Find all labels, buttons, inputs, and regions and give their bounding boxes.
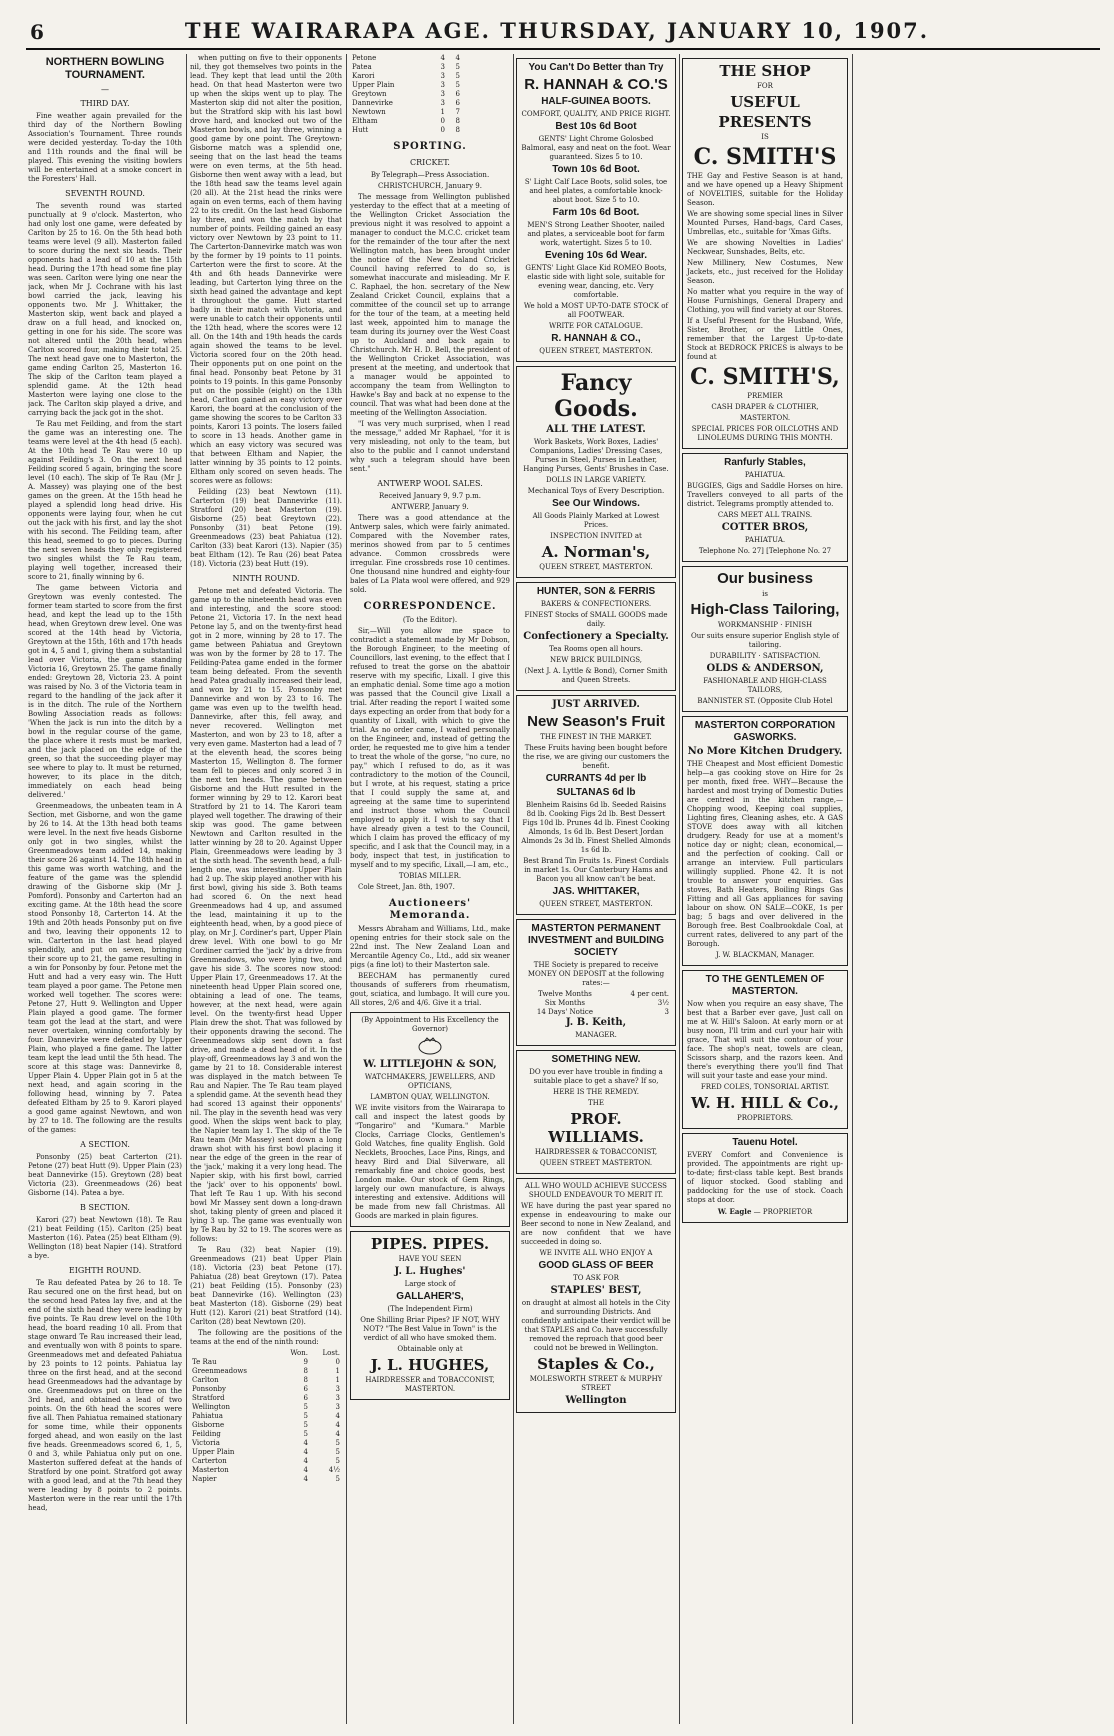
- results: Feilding (23) beat Newtown (11). Carterton (19) beat Dannevirke (11). Stratford (20) beat Masterton (19). Gisborne (25) beat Greytown (22). Ponsonby (31) beat Petone (19). Greenmeadows (23) beat Pahiatua (12). Carlton (33) beat Karori (13). Napier (35) beat Eltham (12). Te Rau (26) beat Patea (18). Victoria (23) beat Hutt (19).: [190, 488, 342, 568]
- paragraph: The seventh round was started punctually at 9 o'clock. Masterton, who had only lost one game, were defeated by Carlton by 25 to 16. On the 5th head both teams were level (9 all). Masterton failed to score during the next six heads. Their opponents had a lead of 10 at the 15th head. During the 17th head some fine play was seen. Carlton were lying one near the jack, when Mr J. Cochrane with his last bowl carried the jack, leaving his opponents two. Mr J. Whittaker, the Masterton skip, went back and played a draw on a full head, and knocked on, getting in one for his side. The score was not altered until the 20th head, when Carlton scored four, making their total 25. The next head gave one to Masterton, the game ending Carlton 25, Masterton 16. The skip of the Carlton team played a splendid game. At the 12th head Masterton were laying one close to the jack. The Carlton skip played a drive, and carrying back the jack got in the shot.: [28, 202, 182, 417]
- table-row: Six Months 3½: [544, 999, 669, 1007]
- table-row: 14 Days' Notice 3: [536, 1008, 669, 1016]
- signature: TOBIAS MILLER.: [398, 872, 462, 880]
- subheading: ANTWERP WOOL SALES.: [377, 479, 483, 488]
- hannah-ad: You Can't Do Better than Try R. HANNAH & CO.'S HALF-GUINEA BOOTS. COMFORT, QUALITY, AND PRICE RIGHT. Best 10s 6d Boot GENTS' Light Chrome Golosbed Balmoral, easy and neat on the foot. Wear guaranteed. Sizes 5 to 10. Town 10s 6d Boot. S' Light Calf Lace Boots, solid soles, toe and heel plates, a comfortable knock-about boot. Size 5 to 10. Farm 10s 6d Boot. MEN'S Strong Leather Shooter, nailed and plates, a serviceable boot for farm work, watertight. Sizes 5 to 10. Evening 10s 6d Wear. GENTS' Light Glace Kid ROMEO Boots, elastic side with light sole, suitable for evening wear, dancing, etc. Very comfortable. We hold a MOST UP-TO-DATE STOCK of all FOOTWEAR. WRITE FOR CATALOGUE. R. HANNAH & CO., QUEEN STREET, MASTERTON.: [516, 58, 676, 362]
- column-bowling-continued: [190, 54, 342, 1724]
- table-row: Hutt 0 8: [352, 126, 460, 134]
- results: Te Rau (32) beat Napier (19). Greenmeadows (21) beat Upper Plain (18). Victoria (23) beat Petone (17). Pahiatua (28) beat Greytown (17). Patea (21) beat Feilding (15). Ponsonby (23) beat Dannevirke (16). Wellington (23) beat Masterton (18). Gisborne (29) beat Hutt (12). Karori (21) beat Stratford (14). Carlton (28) beat Newtown (20).: [190, 1246, 342, 1326]
- column-rule: [513, 54, 514, 1724]
- table-row: Dannevirke 3 6: [352, 99, 460, 107]
- rates-table: [521, 990, 671, 1017]
- table-row: Eltham 0 8: [352, 117, 460, 125]
- subheading: (To the Editor).: [402, 616, 458, 624]
- smith-ad: THE SHOP FOR USEFUL PRESENTS IS C. SMITH'S THE Gay and Festive Season is at hand, and we have opened up a Heavy Shipment of NOVELTIES, suitable for the Holiday Season. We are showing some special lines in Silver Mounted Purses, Hand-bags, Card Cases, Umbrellas, etc., suitable for 'Xmas Gifts. We are showing Novelties in Ladies' Neckwear, Sunshades, Belts, etc. New Millinery, New Costumes, New Jackets, etc., just received for the Holiday Season. No matter what you require in the way of House Furnishings, General Drapery and Clothing, you will find variety at our Stores. If a Useful Present for the Husband, Wife, Sister, Brother, or the Little Ones, remember that the Largest Up-to-date Stock at BEDROCK PRICES is always to be found at C. SMITH'S, PREMIER CASH DRAPER & CLOTHIER, MASTERTON. SPECIAL PRICES FOR OILCLOTHS AND LINOLEUMS DURING THIS MONTH.: [682, 58, 848, 449]
- paragraph: when putting on five to their opponents nil, they got themselves two points in the lead. They kept that lead until the 20th head. On that head Masterton were two up when the skips went up to play. The Masterton skip did not alter the position, but the Stratford skip with his last bowl drove hard, and knocked out two of the Masterton bowls, and lay three, winning a good game by one point. The Greytown-Gisborne match was a splendid one, seeing that on the last head the teams were on even terms, at the 5th head. Gisborne then went away with a lead, but the 18th head saw the teams level again (20 all). At the 21st head the rinks were again on even terms, each of them having 22 to its credit. On the last head Gisborne lay three, and won the match by that number of points. Feilding gained an easy victory over Newtown by 23 point to 11. The Carterton-Dannevirke match was won by the former by 19 points to 11 points. Carterton were the first to score. At the 4th and 6th heads Dannevirke were leading, but Carterton lying three on the sixth head gained the advantage and kept it throughout the game. Hutt started badly in their match with Victoria, and were unable to catch their opponents until the 12th head, where the scores were 12 all. On the 14th and 19th heads the cards again showed the teams to be level. Victoria scored four on the 20th head. Their opponents put on one point on the final head. Ponsonby beat Petone by 31 points to 19 points. In this game Ponsonby put on the possible (eight) on the 13th head, Carlton gained an easy victory over Karori, the board at the conclusion of the game showing the scores to be Carlton 33 points, Karori 13 points. The losers failed to score in 13 heads. Another game in which an easy victory was secured was that between Eltham and Napier, the latter winning by 35 points to 12 points. Eltham only scored on seven heads. The scores were as follows:: [190, 54, 342, 485]
- table-row: Gisborne 5 4: [192, 1421, 340, 1429]
- results: Ponsonby (25) beat Carterton (21). Petone (27) beat Hutt (9). Upper Plain (23) beat Dannevirke (15). Greytown (28) beat Victoria (23). Greenmeadows (26) beat Gisborne (14). Patea a bye.: [28, 1153, 182, 1197]
- paragraph: Petone met and defeated Victoria. The game up to the nineteenth head was even and interesting, and the score stood: Petone 21, Victoria 17. In the next head Petone lay 5, and on the twenty-first head got in 2 more, winning by 28 to 17. The game between Pahiatua and Greytown was won by the former by 28 to 17. The Feilding-Patea game ended in the former team being defeated. From the seventh head Patea gradually increased their lead, and won by 21 to 15. Ponsonby met Dannevirke and won by 23 to 16. The game was even up to the twelfth head. Dannevirke, after this, fell away, and never recovered. Wellington met Masterton, and won by 23 to 18, after a very even game. Masterton had a lead of 7 at the eleventh head, the scores being Masterton 15, Wellington 8. The former team fell to pieces and only scored 3 in the next ten heads. The game between Gisborne and the Hutt resulted in the former winning by 29 to 12. Karori beat Stratford by 21 to 14. The Karori team played well together. The drawing of their skip was good. The game between Newtown and Carlton resulted in the latter winning by 28 to 20. Against Upper Plain, Greenmeadows were leading by 3 at the sixth head. The seventh head, a full-length one, was interesting. Upper Plain had 2 up. The skip played another with his first bowl, giving his side 3. Both teams had scored 6. On the next head Greenmeadows had 4 up, and assumed the lead, maintaining it up to the eighteenth head, when, by a good piece of play, on Mr J. Cordiner's part, Upper Plain drew level. With one bowl to go Mr Cordiner carried the 'jack' by a drive from Greenmeadows, who were lying two, and gave his side 3. The scores now stood: Upper Plain 17, Greenmeadows 17. At the nineteenth head Upper Plain scored one, obtaining a lead of one. The teams, however, at the next head, were again level. On the twenty-first head Upper Plain drew the shot. That was followed by their opponents drawing the second. The Greenmeadows skip sent down a fast drive, and made a dead head of it. In the play-off, Greenmeadows lay 3 and won the game by 21 to 18. Considerable interest was displayed in the match between Te Rau and Napier. The Te Rau team played a splendid game. At the seventh head they had scored 13 against their opponents' nil. The play in the seventh head was very good. When the skips went back to play, the Napier team lay 1. The skip of the Te Rau team (Mr Massey) sent down a long drawn shot with his first bowl placing it near the edge of the green in the rear of the 'jack,' making it a very long head. The Napier skip, with his first bowl, carried the 'jack' over to his opponents' bowl. That left Te Rau 1 up. With his second bowl Mr Massey sent down a long-drawn shot, taking plenty of green and placed it lying 3 up. The game was eventually won by Te Rau by 32 to 19. The scores were as follows:: [190, 587, 342, 1243]
- gasworks-ad: MASTERTON CORPORATION GASWORKS. No More Kitchen Drudgery. THE Cheapest and Most efficient Domestic help—a gas cooking stove on Hire for 2s per month, fixed free. WHY—Because the hardest and most trying of Domestic Duties are centred in the kitchen range,—Chopping wood, Keeping coal supplies, Lighting fires, Cleaning ashes, etc. A GAS STOVE does away with all kitchen drudgery. Ready for use at a moment's notice day or night; clean, economical,—and the perfection of cooking. Call or arrange an interview. Full particulars willingly supplied. Phone 42. It is not trouble to answer your enquiries. Gas stoves, Bath Heaters, Boiling Rings Gas Fitting and all Gas appliances for saving labour on show. ON SALE—COKE, 1s per bag; 5 bags and over delivered in the Borough free. Best Coalbrookdale Coal, at current rates, delivered to any part of the Borough. J. W. BLACKMAN, Manager.: [682, 716, 848, 966]
- table-row: Victoria 4 5: [192, 1439, 340, 1447]
- byline: By Telegraph—Press Association.: [370, 171, 490, 179]
- table-row: Newtown 1 7: [352, 108, 460, 116]
- table-row: Greenmeadows 8 1: [192, 1367, 340, 1375]
- subheading: CRICKET.: [410, 158, 450, 167]
- column-ads-2: [682, 54, 848, 1724]
- subheading: EIGHTH ROUND.: [68, 1266, 142, 1275]
- standings-table-continued: [350, 54, 462, 135]
- olds-anderson-ad: Our business is High-Class Tailoring, WORKMANSHIP · FINISH Our suits ensure superior English style of tailoring. DURABILITY · SATISFACTION. OLDS & ANDERSON, FASHIONABLE AND HIGH-CLASS TAILORS, BANNISTER ST. (Opposite Club Hotel: [682, 566, 848, 712]
- column-news: [350, 54, 510, 1724]
- subheading: SEVENTH ROUND.: [65, 189, 145, 198]
- paragraph: There was a good attendance at the Antwerp sales, which were fairly animated. Compared with the November rates, merinos showed from par to 5 centimes advance. Common crossbreds were irregular. Fine crossbreds rose 10 centimes. One thousand nine hundred and eighty-four bales of La Plata wool were offered, and 929 sold.: [350, 514, 510, 594]
- won-header: Won.: [290, 1349, 308, 1357]
- hill-ad: TO THE GENTLEMEN OF MASTERTON. Now when you require an easy shave, The best that a Barber ever gave, Just call on me at W. Hill's Saloon. At early morn or at busy noon, I'll trim and curl your hair with grace, That will suit the contour of your face. The shop's neat, towels are clean, Scissors sharp, and the razors keen. And there's everything there you'll find That will suit your taste and ease your mind. FRED COLES, TONSORIAL ARTIST. W. H. HILL & Co., PROPRIETORS.: [682, 970, 848, 1129]
- column-rule: [679, 54, 680, 1724]
- table-row: Wellington 5 3: [192, 1403, 340, 1411]
- table-row: Greytown 3 6: [352, 90, 460, 98]
- column-ads-right: [856, 54, 968, 1724]
- paragraph: Greenmeadows, the unbeaten team in A Section, met Gisborne, and won the game by 26 to 14. At the 13th head both teams were level. In the next five heads Gisborne only got in two singles, whilst the Greenmeadows team added 14, making their score 26 against 14. The 18th head in this game was worth watching, and the feature of the game was the splendid drawing of the Gisborne skip (Mr J. Pomford). Ponsonby and Carterton had an exciting game. At the 18th head the score stood Ponsonby 18, Carterton 14. At the 19th and 20th heads Ponsonby put on five and two, leaving their opponents 12 to win. Carterton in the last head played splendidly, and put on seven, bringing their score up to 21, the game resulting in a win for Ponsonby by four. Petone met the Hutt and had a very easy win. The Hutt team played a poor game. The Petone men worked well together. The scores were: Petone 27, Hutt 9. Wellington and Upper Plain played a good game. The former team got the lead at the start, and were never overtaken, winning comfortably by four. Dannevirke were defeated by Upper Plain, who played a fine game. The latter team kept the lead until the 5th head. The score at this stage was: Dannevirke 8, Upper Plain 4. Upper Plain got in 5 at the next head, and again scoring in the following head, winning by 7. Patea defeated Eltham by 25 to 9. Karori played a good game against Newtown, and won by 27 to 18. The following are the results of the games:: [28, 802, 182, 1134]
- staples-ad: ALL WHO WOULD ACHIEVE SUCCESS SHOULD ENDEAVOUR TO MERIT IT. WE have during the past year spared no expense in endeavouring to make our Beer second to none in New Zealand, and are now confident that we have succeeded in doing so. WE INVITE ALL WHO ENJOY A GOOD GLASS OF BEER TO ASK FOR STAPLES' BEST, on draught at almost all hotels in the City and surrounding Districts. And confidently anticipate their verdict will be that STAPLES and Co. have successfully removed the reproach that good beer could not be brewed in Wellington. Staples & Co., MOLESWORTH STREET & MURPHY STREET Wellington: [516, 1178, 676, 1413]
- table-row: Twelve Months 4 per cent.: [537, 990, 669, 998]
- paragraph: Te Rau met Feilding, and from the start the game was an interesting one. The teams were level at the 4th head (5 each). At the 10th head Te Rau were 10 up against Feilding's 3. On the next head Feilding scored 5 again, bringing the score level (10 each). The skip of Te Rau (Mr J. A. Massey) was playing one of the best games on the green. At the 15th head he played a splendid long head drive. His opponents were laying four, when he cut out the jack with his first, and lay the shot with his second. The Feilding team, after this head, seemed to go to pieces. During the next seven heads they only registered two singles whilst the Te Rau team, playing well together, increased their score to 21, finally winning by 6.: [28, 420, 182, 581]
- table-row: Masterton 4 4½: [192, 1466, 340, 1474]
- paragraph: Fine weather again prevailed for the third day of the Northern Bowling Association's Tournament. Three rounds were decided yesterday. To-day the 10th and 11th rounds and the final will be played. This evening the visiting bowlers will be entertained at a smoke concert in the Foresters' Hall.: [28, 112, 182, 183]
- subheading: B SECTION.: [80, 1203, 130, 1212]
- tauenu-hotel-ad: Tauenu Hotel. EVERY Comfort and Convenience is provided. The appointments are right up-to-date; first-class table kept. Best brands of liquor stocked. Good stabling and paddocking for the use of stock. Coach stops at door. W. Eagle — PROPRIETOR: [682, 1133, 848, 1223]
- building-society-ad: MASTERTON PERMANENT INVESTMENT and BUILDING SOCIETY THE Society is prepared to receive MONEY ON DEPOSIT at the following rates:— Twelve Months 4 per cent. Six Months 3½ 14 Days' Notice 3 J. B. Keith, MANAGER.: [516, 919, 676, 1046]
- column-ads-1: [516, 54, 676, 1724]
- newspaper-title: THE WAIRARAPA AGE. THURSDAY, JANUARY 10, 1907.: [184, 18, 930, 43]
- table-row: Patea 3 5: [352, 63, 460, 71]
- table-row: Petone 4 4: [352, 54, 460, 62]
- royal-crest-icon: [416, 1036, 444, 1056]
- hughes-ad: PIPES. PIPES. HAVE YOU SEEN J. L. Hughes' Large stock of GALLAHER'S, (The Independent Firm) One Shilling Briar Pipes? IF NOT, WHY NOT? "The Best Value in Town" is the verdict of all who have smoked them. Obtainable only at J. L. HUGHES, HAIRDRESSER and TOBACCONIST, MASTERTON.: [350, 1231, 510, 1400]
- section-heading: Auctioneers' Memoranda.: [388, 898, 472, 921]
- table-row: Feilding 5 4: [192, 1430, 340, 1438]
- column-rule: [186, 54, 187, 1724]
- hunter-ad: HUNTER, SON & FERRIS BAKERS & CONFECTIONERS. FINEST Stocks of SMALL GOODS made daily. Confectionery a Specialty. Tea Rooms open all hours. NEW BRICK BUILDINGS, (Next J. A. Lyttle & Bond), Corner Smith and Queen Streets.: [516, 582, 676, 691]
- subheading: A SECTION.: [80, 1140, 130, 1149]
- paragraph: The message from Wellington published yesterday to the effect that at a meeting of the Wellington Cricket Association the previous night it was resolved to appoint a manager to conduct the M.C.C. cricket team for the remainder of the tour after the next Wellington match, has been brought under the notice of the New Zealand Cricket Council having referred to do so, is somewhat inaccurate and misleading. Mr F. C. Raphael, the hon. secretary of the New Zealand Cricket Council, explains that a committee of the council set up to arrange for the tour of the team, at a meeting held last week, appointed him to manage the team during its journey over the West Coast up to Auckland and back again to Christchurch. Mr H. D. Bell, the president of the Wellington Cricket Association, was present at the meeting, and undertook that a manager would be appointed to accompany the team from Wellington to Hawke's Bay and back at no expense to the council. That was what had been done at the meeting of the Wellington Association.: [350, 193, 510, 417]
- page-number: 6: [30, 20, 44, 44]
- lost-header: Lost.: [322, 1349, 340, 1357]
- results: Karori (27) beat Newtown (18). Te Rau (21) beat Feilding (15). Carlton (25) beat Masterton (16). Patea (25) beat Eltham (9). Wellington (18) beat Napier (14). Stratford a bye.: [28, 1216, 182, 1260]
- dateline: Received January 9, 9.7 p.m.: [378, 492, 482, 500]
- table-row: Ponsonby 6 3: [192, 1385, 340, 1393]
- subheading: NINTH ROUND.: [232, 574, 300, 583]
- table-row: Pahiatua 5 4: [192, 1412, 340, 1420]
- dateline: CHRISTCHURCH, January 9.: [378, 182, 482, 190]
- table-row: Carterton 4 5: [192, 1457, 340, 1465]
- paragraph: The following are the positions of the teams at the end of the ninth round:: [190, 1329, 342, 1346]
- norman-ad: Fancy Goods. ALL THE LATEST. Work Baskets, Work Boxes, Ladies' Companions, Ladies' Dressing Cases, Purses in Steel, Purses in Leather, Hanging Purses, Gents' Brushes in Case. DOLLS IN LARGE VARIETY. Mechanical Toys of Every Description. See Our Windows. All Goods Plainly Marked at Lowest Prices. INSPECTION INVITED at A. Norman's, QUEEN STREET, MASTERTON.: [516, 366, 676, 578]
- paragraph: Sir,—Will you allow me space to contradict a statement made by Mr Dobson, the Borough Engineer, to the meeting of Councillors, last evening, to the effect that I refused to treat the gorse on the abattoir reserve with my specific, Lixall. I give this an emphatic denial. Some time ago a motion was passed that the Council give Lixall a trial. After reading the report I waited some days expecting an order from that body for a quantity of Lixall, with which to give the trial. As no order came, I waited personally on the Engineer, and, instead of getting the order, he requested me to give him a tender to treat the whole of the gorse, "no cure, no pay," which I refused to do, as it was contradictory to the motion of the Council, but I wrote, at his request, stating a price that I could supply the same at, and agreeing at the same time to superintend and instruct those whom the Council employed to apply it. I wish to say that I have already given a test to the Council, which I claim has proved the efficacy of my specific, and I ask that the Council may, in a body, inspect that test, in justification to myself and to my specific, Lixall,—I am, etc.,: [350, 627, 510, 869]
- table-row: Te Rau 9 0: [192, 1358, 340, 1366]
- dateline: ANTWERP, January 9.: [391, 503, 469, 511]
- table-row: Napier 4 5: [192, 1475, 340, 1483]
- whittaker-ad: JUST ARRIVED. New Season's Fruit THE FINEST IN THE MARKET. These Fruits having been bought before the rise, we are giving our customers the benefit. CURRANTS 4d per lb SULTANAS 6d lb Blenheim Raisins 6d lb. Seeded Raisins 8d lb. Cooking Figs 2d lb. Best Dessert Figs 10d lb. Prunes 4d lb. Finest Cooking Almonds, 1s 6d lb. Best Desert Jordan Almonds 2s 3d lb. Finest Shelled Almonds 1s 6d lb. Best Brand Tin Fruits 1s. Finest Cordials in market 1s. Our Canterbury Hams and Bacon you all know can't be beat. JAS. WHITTAKER, QUEEN STREET, MASTERTON.: [516, 695, 676, 915]
- column-rule: [852, 54, 853, 1724]
- article-title: NORTHERN BOWLING TOURNAMENT.: [45, 56, 165, 81]
- column-bowling: NORTHERN BOWLING TOURNAMENT. — THIRD DAY. Fine weather again prevailed for the third day of the Northern Bowling Association's Tournament. Three rounds were decided yesterday. To-day the 10th and 11th rounds and the final will be played. This evening the visiting bowlers will be entertained at a smoke concert in the Foresters' Hall. SEVENTH ROUND. The seventh round was started punctually at 9 o'clock. Masterton, who had only lost one game, were defeated by Carlton by 25 to 16. On the 5th head both teams were level (9 all). Masterton failed to score during the next six heads. Their opponents had a lead of 10 at the 15th head. During the 17th head some fine play was seen. Carlton were lying one near the jack, when Mr J. Cochrane with his last bowl carried the jack, leaving his opponents two. Mr J. Whittaker, the Masterton skip, went back and played a draw on a full head, and knocked on, getting in one for his side. The score was not altered until the 20th head, when Carlton scored four, making their total 25. The next head gave one to Masterton, the game ending Carlton 25, Masterton 16. The skip of the Carlton team played a splendid game. At the 12th head Masterton were laying one close to the jack. The Carlton skip played a drive, and carrying back the jack got in the shot. Te Rau met Feilding, and from the start the game was an interesting one. The teams were level at the 4th head (5 each). At the 10th head Te Rau were 10 up against Feilding's 3. On the next head Feilding scored 5 again, bringing the score level (10 each). The skip of Te Rau (Mr J. A. Massey) was playing one of the best games on the green. At the 15th head he played a splendid long head drive. His opponents were laying four, when he cut out the jack with his first, and lay the shot with his second. The Feilding team, after this head, seemed to go to pieces. During the next seven heads they only registered two singles whilst the Te Rau team, playing well together, increased their score to 21, finally winning by 6. The game between Victoria and Greytown was evenly contested. The former team started to score from the first head, and kept the lead up to the 15th head, when Greytown drew level. One was scored at the 14th head by Victoria, Greytown at the 15th, 16th and 17th heads got in 4, 5 and 1, giving them a substantial lead over Victoria, the game standing Victoria 16, Greytown 25. The game finally ended: Greytown 28, Victoria 23. A point was raised by No. 3 of the Victoria team in regard to the handling of the jack after it is in the ditch. The rule of the Northern Bowling Association reads as follows: 'When the jack is run into the ditch by a bowl in the regular course of the game, the place where it rests must be marked, and the jack placed on the edge of the green, so that the succeeding player may see where to play to. It must be returned, however, to its place in the ditch, immediately on each head being delivered.' Greenmeadows, the unbeaten team in A Section, met Gisborne, and won the game by 26 to 14. At the 13th head both teams were level. In the next five heads Gisborne only got in two singles, whilst the Greenmeadows team added 14, making their score 26 against 14. The 18th head in this game was worth watching, and the feature of the game was the splendid drawing of the Gisborne skip (Mr J. Pomford). Ponsonby and Carterton had an exciting game. At the 18th head the score stood Ponsonby 18, Carterton 14. At the 19th and 20th heads Ponsonby put on five and two, leaving their opponents 12 to win. Carterton in the last head played splendidly, and put on seven, bringing their score up to 21, the game resulting in a win for Ponsonby by four. Petone met the Hutt and had a very easy win. The Hutt team played a poor game. The Petone men worked well together. The scores were: Petone 27, Hutt 9. Wellington and Upper Plain played a good game. The former team got the lead at the start, and were never overtaken, winning comfortably by four. Dannevirke were defeated by Upper Plain, who played a fine game. The latter team kept the lead until the 5th head. The score at this stage was: Dannevirke 8, Upper Plain 4. Upper Plain got in 5 at the next head, and again scoring in the following head, winning by 7. Patea defeated Eltham by 25 to 9. Karori played a good game against Newtown, and won by 27 to 18. The following are the results of the games: A SECTION. Ponsonby (25) beat Carterton (21). Petone (27) beat Hutt (9). Upper Plain (23) beat Dannevirke (15). Greytown (28) beat Victoria (23). Greenmeadows (26) beat Gisborne (14). Patea a bye. B SECTION. Karori (27) beat Newtown (18). Te Rau (21) beat Feilding (15). Carlton (25) beat Masterton (16). Patea (25) beat Eltham (9). Wellington (18) beat Napier (14). Stratford a bye. EIGHTH ROUND. Te Rau defeated Patea by 26 to 18. Te Rau secured one on the first head, but on the second head Patea lay five, and at the end of the sixth head they were leading by five points. Te Rau drew level on the 10th head, the board reading 10 all. From that stage onward Te Rau increased their lead, and eventually won with 8 points to spare. Greenmeadows met and defeated Pahiatua by 23 points to 12 points. Pahiatua lay three on the first head, and at the second head Greenmeadows had the advantage by one. Greenmeadows put on three on the 3rd head, and obtained a lead of two points. On the 6th head the scores were five all. Then Pahiatua remained stationary for some time, while their opponents forged ahead, and won easily on the last five heads. Greenmeadows scored 6, 1, 5, 0 and 3, while Pahiatua only put on one. Masterton suffered defeat at the hands of Stratford by one point. Stratford got away with a good lead, and at the 7th head they were leading by 8 points to 2 points. Masterton were in the rear until the 17th head,: [28, 56, 182, 1512]
- paragraph: "I was very much surprised, when I read the message," added Mr Raphael, "for it is very misleading, not only to the team, but also to the public and I cannot understand why such a telegram should have been sent.": [350, 420, 510, 473]
- column-rule: [346, 54, 347, 1724]
- table-row: Upper Plain 4 5: [192, 1448, 340, 1456]
- paragraph: Te Rau defeated Patea by 26 to 18. Te Rau secured one on the first head, but on the second head Patea lay five, and at the end of the sixth head they were leading by five points. Te Rau drew level on the 10th head, the board reading 10 all. From that stage onward Te Rau increased their lead, and eventually won with 8 points to spare. Greenmeadows met and defeated Pahiatua by 23 points to 12 points. Pahiatua lay three on the first head, and at the second head Greenmeadows had the advantage by one. Greenmeadows put on three on the 3rd head, and obtained a lead of two points. On the 6th head the scores were five all. Then Pahiatua remained stationary for some time, while their opponents forged ahead, and won easily on the last five heads. Greenmeadows scored 6, 1, 5, 0 and 3, while Pahiatua only put on one. Masterton suffered defeat at the hands of Stratford by one point. Stratford got away with a good lead, and at the 7th head they were leading by 8 points to 2 points. Masterton were in the rear until the 17th head,: [28, 1279, 182, 1512]
- paragraph: BEECHAM has permanently cured thousands of sufferers from rheumatism, gout, sciatica, and lumbago. It will cure you. All stores, 2/6 and 4/6. Give it a trial.: [350, 972, 510, 1007]
- paragraph: Messrs Abraham and Williams, Ltd., make opening entries for their stock sale on the 22nd inst. The New Zealand Loan and Mercantile Agency Co., Ltd., add six weaner pigs (a fine lot) to their Masterton sale.: [350, 925, 510, 969]
- table-row: Carlton 8 1: [192, 1376, 340, 1384]
- ranfurly-ad: Ranfurly Stables, PAHIATUA. BUGGIES, Gigs and Saddle Horses on hire. Travellers conveyed to all parts of the district. Telegrams promptly attended to. CARS MEET ALL TRAINS. COTTER BROS, PAHIATUA. Telephone No. 27] [Telephone No. 27: [682, 453, 848, 562]
- subheading: THIRD DAY.: [80, 99, 130, 108]
- table-row: Karori 3 5: [352, 72, 460, 80]
- table-row: Upper Plain 3 5: [352, 81, 460, 89]
- littlejohn-ad: (By Appointment to His Excellency the Governor) W. LITTLEJOHN & SON, WATCHMAKERS, JEWELLERS, AND OPTICIANS, LAMBTON QUAY, WELLINGTON. WE invite visitors from the Wairarapa to call and inspect the latest goods by "Tongariro" and "Kumara." Marble Clocks, Carriage Clocks, Gentlemen's Gold Watches, fine quality English. Gold Necklets, Brooches, Lace Pins, Rings, and heavy Bird and Dial Silverware, all remarkably fine and choice goods, best London make. Our stock of Gem Rings, largely our own manufacture, is always interesting and extensive. Additions will be made from new fall Christmas. All Goods are marked in plain figures.: [350, 1012, 510, 1227]
- address: Cole Street, Jan. 8th, 1907.: [358, 883, 455, 891]
- standings-table: [190, 1349, 342, 1484]
- masthead-rule: [26, 48, 1100, 50]
- section-heading: CORRESPONDENCE.: [363, 601, 497, 612]
- section-heading: SPORTING.: [393, 141, 467, 152]
- masthead: [0, 14, 1114, 48]
- williams-ad: SOMETHING NEW. DO you ever have trouble in finding a suitable place to get a shave? If so, HERE IS THE REMEDY. THE PROF. WILLIAMS. HAIRDRESSER & TOBACCONIST, QUEEN STREET MASTERTON.: [516, 1050, 676, 1174]
- table-row: Stratford 6 3: [192, 1394, 340, 1402]
- paragraph: The game between Victoria and Greytown was evenly contested. The former team started to score from the first head, and kept the lead up to the 15th head, when Greytown drew level. One was scored at the 14th head by Victoria, Greytown at the 15th, 16th and 17th heads got in 4, 5 and 1, giving them a substantial lead over Victoria, the game standing Victoria 16, Greytown 25. The game finally ended: Greytown 28, Victoria 23. A point was raised by No. 3 of the Victoria team in regard to the handling of the jack after it is in the ditch. The rule of the Northern Bowling Association reads as follows: 'When the jack is run into the ditch by a bowl in the regular course of the game, the place where it rests must be marked, and the jack placed on the edge of the green, so that the succeeding player may see where to play to. It must be returned, however, to its place in the ditch, immediately on each head being delivered.': [28, 584, 182, 799]
